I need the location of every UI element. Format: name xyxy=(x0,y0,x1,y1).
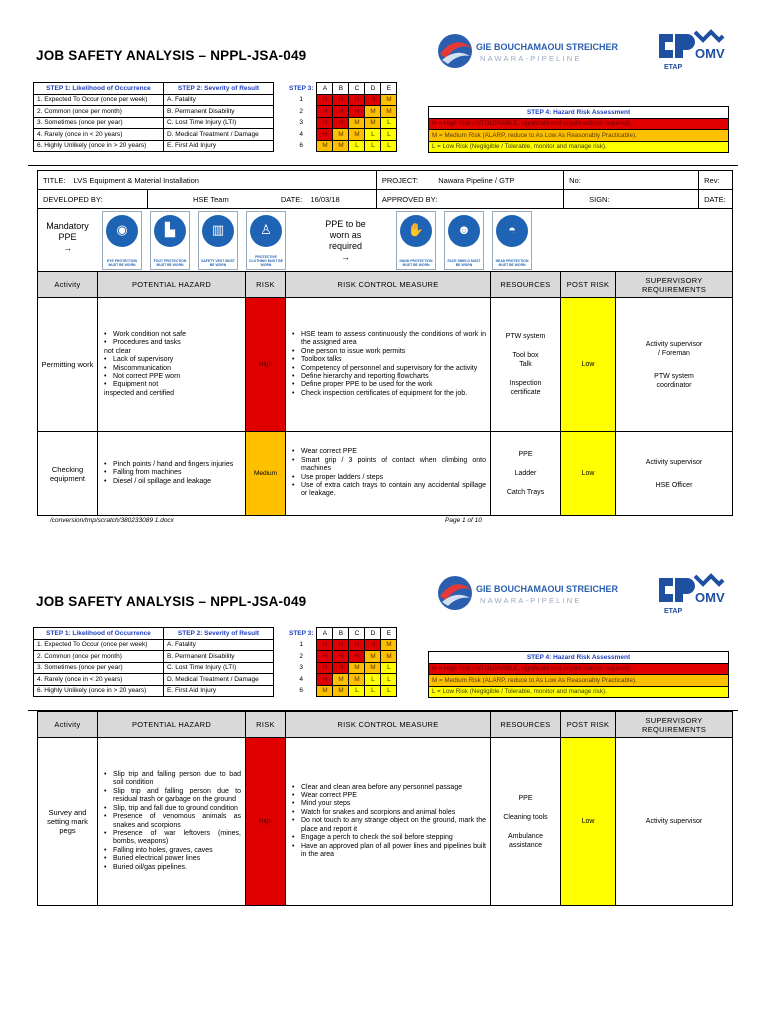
etap-logo-text: ETAP xyxy=(664,64,683,71)
step-row xyxy=(34,662,274,674)
control-item: • Do not touch to any strange object on the ground, mark the place and report it xyxy=(292,817,486,834)
ppe-sign xyxy=(396,211,436,270)
matrix-cell: H xyxy=(333,651,349,663)
matrix-row-number: 2 xyxy=(299,652,304,660)
likelihood-cell: 1. Expected To Occur (once per week) xyxy=(34,94,164,106)
control-list xyxy=(292,331,486,398)
matrix-cell: H xyxy=(349,639,365,651)
hazard-cell xyxy=(98,432,246,516)
severity-cell: C. Lost Time Injury (LTI) xyxy=(164,662,274,674)
risk-header: RISK xyxy=(246,272,286,298)
control-item: • Define proper PPE to be used for the work xyxy=(292,381,486,389)
resources-cell xyxy=(491,432,561,516)
resource-item: PTW system xyxy=(505,333,546,340)
matrix-row-number: 4 xyxy=(299,130,304,138)
hazard-item: • Equipment not xyxy=(104,381,241,389)
severity-cell: C. Lost Time Injury (LTI) xyxy=(164,117,274,129)
gbs-logo-text: GIE BOUCHAMAOUI STREICHER xyxy=(476,584,619,594)
project-label: PROJECT: xyxy=(381,175,419,185)
post-risk-cell: Low xyxy=(561,432,616,516)
matrix-cell: M xyxy=(365,662,381,674)
matrix-cell: L xyxy=(381,129,397,141)
matrix-cell: M xyxy=(381,639,397,651)
matrix-row xyxy=(286,106,397,118)
matrix-col-header: C xyxy=(349,83,365,95)
step2-header: STEP 2: Severity of Result xyxy=(164,628,274,640)
control-item: • Wear correct PPE xyxy=(292,448,486,456)
jsa-row xyxy=(38,738,733,906)
matrix-cell: L xyxy=(349,140,365,152)
ppe-symbol: ✋ xyxy=(407,222,425,237)
nawara-logo-text: NAWARA-PIPELINE xyxy=(480,54,582,63)
hazard-item: • Diesel / oil spillage and leakage xyxy=(104,478,241,486)
document-info-table xyxy=(37,170,733,209)
ppe-symbol: ▙ xyxy=(165,222,175,237)
supervisory-header: SUPERVISORY REQUIREMENTS xyxy=(616,272,733,298)
resource-item: PPE xyxy=(518,451,533,458)
step1-2-table xyxy=(33,627,274,697)
step1-header: STEP 1: Likelihood of Occurrence xyxy=(34,628,164,640)
matrix-cell: M xyxy=(333,674,349,686)
activity-header: Activity xyxy=(38,272,98,298)
matrix-cell: M xyxy=(333,129,349,141)
step4-hazard-table xyxy=(428,651,729,698)
resource-item: Tool box xyxy=(512,352,539,359)
matrix-cell: L xyxy=(365,129,381,141)
arrow-icon: → xyxy=(341,252,350,262)
matrix-col-header: D xyxy=(365,83,381,95)
ppe-sign xyxy=(198,211,238,270)
matrix-cell: M xyxy=(365,117,381,129)
matrix-cell: M xyxy=(365,651,381,663)
matrix-cell: L xyxy=(381,685,397,697)
matrix-cell: H xyxy=(349,106,365,118)
high-risk-definition: H = High Risk (INTOLERABLE, significant and urgent actions required). xyxy=(429,663,729,675)
supervisory-item: Activity supervisor xyxy=(645,458,703,466)
matrix-cell: M xyxy=(365,106,381,118)
control-item: • Competency of personnel and supervisory for the activity xyxy=(292,365,486,373)
severity-cell: A. Fatality xyxy=(164,94,274,106)
severity-cell: E. First Aid Injury xyxy=(164,140,274,152)
supervisory-item: Activity supervisor xyxy=(645,818,703,825)
medium-risk-definition: M = Medium Risk (ALARP, reduce to As Low As Reasonably Practicable). xyxy=(429,130,729,142)
ppe-sign xyxy=(246,211,286,270)
ppe-caption: HAND PROTECTION MUST BE WORN xyxy=(399,259,433,267)
post-risk-cell: Low xyxy=(561,738,616,906)
hazard-cell xyxy=(98,738,246,906)
supervisory-cell xyxy=(616,432,733,516)
severity-cell: E. First Aid Injury xyxy=(164,685,274,697)
nawara-logo-text: NAWARA-PIPELINE xyxy=(480,596,582,605)
rev-label: Rev: xyxy=(704,175,720,185)
ppe-symbol: ☻ xyxy=(457,222,471,237)
date-value: 16/03/18 xyxy=(310,194,340,204)
hazard-item: • Buried oil/gas pipelines. xyxy=(104,864,241,872)
matrix-body xyxy=(286,94,397,152)
resource-item: Talk xyxy=(519,361,532,368)
approved-by-label: APPROVED BY: xyxy=(381,194,438,204)
hazard-item: not clear xyxy=(104,347,131,355)
hazard-item: • Presence of venomous animals as snakes and scorpions xyxy=(104,813,241,830)
etap-omv-logo xyxy=(655,570,730,616)
low-risk-definition: L = Low Risk (Negligible / Tolerable, monitor and manage risk). xyxy=(429,141,729,153)
footer-file-path: /conversion/tmp/scratch/380233089 1.docx xyxy=(50,517,174,524)
matrix-cell: H xyxy=(333,639,349,651)
omv-logo-text: OMV xyxy=(695,46,725,61)
risk-level-cell: High xyxy=(246,738,286,906)
control-item: • Mind your steps xyxy=(292,800,486,808)
severity-cell: B. Permanent Disability xyxy=(164,106,274,118)
activity-cell: Checking equipment xyxy=(38,432,98,516)
ppe-symbol: ♙ xyxy=(260,222,272,237)
matrix-cell: M xyxy=(349,662,365,674)
control-measure-cell xyxy=(286,298,491,432)
hazard-list xyxy=(104,461,241,486)
matrix-cell: H xyxy=(333,106,349,118)
step-row xyxy=(34,106,274,118)
step1-2-table xyxy=(33,82,274,152)
etap-omv-logo xyxy=(655,26,730,72)
severity-cell: B. Permanent Disability xyxy=(164,651,274,663)
control-measure-cell xyxy=(286,432,491,516)
likelihood-cell: 6. Highly Unlikely (once in > 20 years) xyxy=(34,140,164,152)
post-risk-cell: Low xyxy=(561,298,616,432)
mandatory-ppe-text: Mandatory PPE xyxy=(46,221,89,242)
hazard-item: • Slip trip and falling person due to bad soil condition xyxy=(104,771,241,788)
matrix-cell: L xyxy=(381,140,397,152)
ppe-caption: PROTECTIVE CLOTHING MUST BE WORN xyxy=(249,255,283,267)
matrix-body xyxy=(286,639,397,697)
title-label: TITLE: xyxy=(43,175,66,185)
resource-item: Inspection xyxy=(509,380,542,387)
matrix-col-header: E xyxy=(381,83,397,95)
matrix-cell: M xyxy=(333,140,349,152)
matrix-col-header: C xyxy=(349,628,365,640)
matrix-cell: M xyxy=(317,140,333,152)
ppe-caption: FOOT PROTECTION MUST BE WORN xyxy=(153,259,187,267)
ppe-caption: HEAD PROTECTION MUST BE WORN xyxy=(495,259,529,267)
step-row xyxy=(34,140,274,152)
date-label: DATE: xyxy=(280,194,303,204)
etap-logo-text: ETAP xyxy=(664,608,683,615)
resource-item: Ladder xyxy=(514,470,537,477)
matrix-cell: M xyxy=(333,685,349,697)
hazard-list xyxy=(104,331,241,398)
hazard-item: • Buried electrical power lines xyxy=(104,855,241,863)
supervisory-cell xyxy=(616,298,733,432)
likelihood-cell: 4. Rarely (once in < 20 years) xyxy=(34,674,164,686)
likelihood-cell: 2. Common (once per month) xyxy=(34,106,164,118)
divider xyxy=(28,165,738,166)
severity-cell: D. Medical Treatment / Damage xyxy=(164,129,274,141)
likelihood-cell: 6. Highly Unlikely (once in > 20 years) xyxy=(34,685,164,697)
hazard-item: inspected and certified xyxy=(104,389,175,397)
supervisory-header: SUPERVISORY REQUIREMENTS xyxy=(616,712,733,738)
step3-label: STEP 3: xyxy=(289,629,314,637)
supervisory-item: coordinator xyxy=(656,381,692,389)
page-2 xyxy=(0,560,768,1024)
matrix-cell: M xyxy=(349,674,365,686)
control-header: RISK CONTROL MEASURE xyxy=(286,272,491,298)
step-row xyxy=(34,685,274,697)
control-item: • Toolbox talks xyxy=(292,356,486,364)
hazard-item: • Presence of war leftovers (mines, bombs, weapons) xyxy=(104,830,241,847)
activity-cell: Permitting work xyxy=(38,298,98,432)
document-title: JOB SAFETY ANALYSIS – NPPL-JSA-049 xyxy=(36,594,307,609)
matrix-cell: L xyxy=(381,117,397,129)
ppe-sign xyxy=(444,211,484,270)
matrix-row xyxy=(286,674,397,686)
gbs-logo-text: GIE BOUCHAMAOUI STREICHER xyxy=(476,42,619,52)
arrow-icon: → xyxy=(63,243,72,253)
matrix-cell: H xyxy=(349,651,365,663)
matrix-cell: M xyxy=(381,651,397,663)
matrix-row-number: 6 xyxy=(299,687,304,695)
required-ppe-label xyxy=(318,219,373,263)
control-item: • Watch for snakes and scorpions and animal holes xyxy=(292,809,486,817)
matrix-cell: L xyxy=(381,662,397,674)
matrix-row xyxy=(286,685,397,697)
matrix-cell: H xyxy=(317,651,333,663)
control-item: • Clear and clean area before any personnel passage xyxy=(292,784,486,792)
matrix-col-header: A xyxy=(317,83,333,95)
project-value: Nawara Pipeline / GTP xyxy=(438,175,515,185)
step4-header: STEP 4: Hazard Risk Assessment xyxy=(429,652,729,664)
step1-header: STEP 1: Likelihood of Occurrence xyxy=(34,83,164,95)
matrix-row xyxy=(286,94,397,106)
matrix-row xyxy=(286,140,397,152)
required-ppe-text: PPE to be worn as required xyxy=(325,219,366,251)
supervisory-item: Activity supervisor xyxy=(645,340,703,348)
jsa-body xyxy=(38,298,733,516)
supervisory-item: PTW system xyxy=(654,372,694,380)
developed-by-label: DEVELOPED BY: xyxy=(43,194,103,204)
matrix-row-number: 4 xyxy=(299,675,304,683)
control-item: • Have an approved plan of all power lines and pipelines built in the area xyxy=(292,843,486,860)
likelihood-cell: 1. Expected To Occur (once per week) xyxy=(34,639,164,651)
step-row xyxy=(34,117,274,129)
severity-cell: D. Medical Treatment / Damage xyxy=(164,674,274,686)
matrix-cell: H xyxy=(317,662,333,674)
ppe-sign xyxy=(150,211,190,270)
resource-item: assistance xyxy=(508,841,543,849)
hazard-item: • Falling from machines xyxy=(104,469,241,477)
activity-cell: Survey and setting mark pegs xyxy=(38,738,98,906)
high-risk-definition: H = High Risk (INTOLERABLE, significant and urgent actions required). xyxy=(429,118,729,130)
matrix-cell: M xyxy=(317,685,333,697)
resource-item: PPE xyxy=(518,794,533,802)
likelihood-cell: 4. Rarely (once in < 20 years) xyxy=(34,129,164,141)
control-item: • Use of extra catch trays to contain any accidental spillage or leakage. xyxy=(292,482,486,499)
jsa-row xyxy=(38,432,733,516)
resource-item: Cleaning tools xyxy=(503,813,548,821)
matrix-cell: L xyxy=(381,674,397,686)
supervisory-item: / Foreman xyxy=(658,349,690,357)
step3-label: STEP 3: xyxy=(289,84,314,92)
hazard-item: • Miscommunication xyxy=(104,365,241,373)
control-item: • One person to issue work permits xyxy=(292,348,486,356)
matrix-col-header: D xyxy=(365,628,381,640)
hazard-item: • Slip trip and falling person due to residual trash or garbage on the ground xyxy=(104,788,241,805)
omv-logo-text: OMV xyxy=(695,590,725,605)
jsa-table xyxy=(37,271,733,516)
matrix-cell: H xyxy=(317,674,333,686)
matrix-col-header: A xyxy=(317,628,333,640)
matrix-row xyxy=(286,639,397,651)
post-risk-header: POST RISK xyxy=(561,272,616,298)
gbs-nawara-logo xyxy=(434,570,634,616)
step4-header: STEP 4: Hazard Risk Assessment xyxy=(429,107,729,119)
matrix-cell: L xyxy=(365,685,381,697)
control-list xyxy=(292,448,486,498)
gbs-nawara-logo xyxy=(434,28,634,74)
ppe-sign xyxy=(102,211,142,270)
ppe-symbol: ◓ xyxy=(508,222,516,237)
step3-risk-matrix xyxy=(286,627,397,697)
matrix-cell: H xyxy=(365,94,381,106)
post-risk-header: POST RISK xyxy=(561,712,616,738)
control-item: • Define hierarchy and reporting flowcharts xyxy=(292,373,486,381)
hazard-item: • Slip, trip and fall due to ground condition xyxy=(104,805,241,813)
control-list xyxy=(292,784,486,860)
matrix-col-header: B xyxy=(333,83,349,95)
medium-risk-definition: M = Medium Risk (ALARP, reduce to As Low As Reasonably Practicable). xyxy=(429,675,729,687)
control-item: • Wear correct PPE xyxy=(292,792,486,800)
control-item: • Use proper ladders / steps xyxy=(292,474,486,482)
jsa-row xyxy=(38,298,733,432)
hazard-item: • Lack of supervisory xyxy=(104,356,241,364)
ppe-caption: FACE SHIELD MUST BE WORN xyxy=(447,259,481,267)
control-item: • Check inspection certificates of equipment for the job. xyxy=(292,390,486,398)
matrix-row-number: 6 xyxy=(299,142,304,150)
matrix-cell: H xyxy=(317,129,333,141)
matrix-cell: L xyxy=(365,140,381,152)
likelihood-cell: 2. Common (once per month) xyxy=(34,651,164,663)
matrix-cell: H xyxy=(317,639,333,651)
matrix-row xyxy=(286,651,397,663)
matrix-cell: H xyxy=(349,94,365,106)
step4-hazard-table xyxy=(428,106,729,153)
title-value: LVS Equipment & Material Installation xyxy=(73,175,199,185)
matrix-col-header: E xyxy=(381,628,397,640)
resource-item: Ambulance xyxy=(507,832,544,840)
control-item: • Engage a perch to check the soil before stepping xyxy=(292,834,486,842)
hazard-item: • Pinch points / hand and fingers injuries xyxy=(104,461,241,469)
matrix-cell: M xyxy=(381,106,397,118)
resources-cell xyxy=(491,738,561,906)
no-label: No: xyxy=(569,175,581,185)
control-measure-cell xyxy=(286,738,491,906)
hazard-header: POTENTIAL HAZARD xyxy=(98,272,246,298)
matrix-cell: H xyxy=(333,117,349,129)
ppe-sign xyxy=(492,211,532,270)
matrix-cell: M xyxy=(349,117,365,129)
ppe-symbol: ◉ xyxy=(116,222,128,237)
approval-date-label: DATE: xyxy=(704,194,726,204)
ppe-caption: EYE PROTECTION MUST BE WORN xyxy=(107,259,137,267)
matrix-row-number: 2 xyxy=(299,107,304,115)
control-header: RISK CONTROL MEASURE xyxy=(286,712,491,738)
resource-item: Catch Trays xyxy=(506,489,545,496)
matrix-cell: H xyxy=(333,662,349,674)
developed-by-value: HSE Team xyxy=(193,194,229,204)
matrix-cell: H xyxy=(365,639,381,651)
jsa-body xyxy=(38,738,733,906)
severity-cell: A. Fatality xyxy=(164,639,274,651)
sign-label: SIGN: xyxy=(589,194,610,204)
matrix-row xyxy=(286,129,397,141)
low-risk-definition: L = Low Risk (Negligible / Tolerable, monitor and manage risk). xyxy=(429,686,729,698)
supervisory-cell xyxy=(616,738,733,906)
hazard-item: • Not correct PPE worn xyxy=(104,373,241,381)
ppe-caption: SAFETY VEST MUST BE WORN xyxy=(201,259,235,267)
document-title: JOB SAFETY ANALYSIS – NPPL-JSA-049 xyxy=(36,48,307,63)
matrix-cell: L xyxy=(365,674,381,686)
hazard-item: • Falling into holes, graves, caves xyxy=(104,847,241,855)
risk-level-cell: Medium xyxy=(246,432,286,516)
matrix-cell: M xyxy=(381,94,397,106)
likelihood-cell: 3. Sometimes (once per year) xyxy=(34,662,164,674)
ppe-section xyxy=(37,208,733,272)
step-row xyxy=(34,639,274,651)
matrix-row xyxy=(286,117,397,129)
matrix-cell: L xyxy=(349,685,365,697)
matrix-row-number: 3 xyxy=(299,664,304,672)
mandatory-ppe-label xyxy=(40,221,95,254)
resources-cell xyxy=(491,298,561,432)
hazard-cell xyxy=(98,298,246,432)
step2-header: STEP 2: Severity of Result xyxy=(164,83,274,95)
risk-header: RISK xyxy=(246,712,286,738)
matrix-row-number: 1 xyxy=(299,641,304,649)
matrix-cell: H xyxy=(317,106,333,118)
hazard-item: • Work condition not safe xyxy=(104,331,241,339)
step-row xyxy=(34,94,274,106)
activity-header: Activity xyxy=(38,712,98,738)
control-item: • Smart grip / 3 points of contact when climbing onto machines xyxy=(292,457,486,474)
control-item: • HSE team to assess continuously the conditions of work in the assigned area xyxy=(292,331,486,348)
risk-level-cell: High xyxy=(246,298,286,432)
step3-risk-matrix xyxy=(286,82,397,152)
matrix-cell: H xyxy=(317,117,333,129)
footer-page-number: Page 1 of 10 xyxy=(445,517,482,524)
matrix-cell: H xyxy=(317,94,333,106)
hazard-item: • Procedures and tasks xyxy=(104,339,241,347)
resource-item: certificate xyxy=(510,389,541,396)
step-row xyxy=(34,651,274,663)
matrix-cell: H xyxy=(333,94,349,106)
step-row xyxy=(34,129,274,141)
matrix-row-number: 1 xyxy=(299,96,304,104)
likelihood-cell: 3. Sometimes (once per year) xyxy=(34,117,164,129)
resources-header: RESOURCES xyxy=(491,272,561,298)
resources-header: RESOURCES xyxy=(491,712,561,738)
jsa-table xyxy=(37,711,733,906)
matrix-cell: M xyxy=(349,129,365,141)
step-row xyxy=(34,674,274,686)
ppe-symbol: ▥ xyxy=(211,222,225,237)
hazard-list xyxy=(104,771,241,872)
matrix-row-number: 3 xyxy=(299,119,304,127)
matrix-row xyxy=(286,662,397,674)
supervisory-item: HSE Officer xyxy=(655,481,693,489)
matrix-col-header: B xyxy=(333,628,349,640)
hazard-header: POTENTIAL HAZARD xyxy=(98,712,246,738)
